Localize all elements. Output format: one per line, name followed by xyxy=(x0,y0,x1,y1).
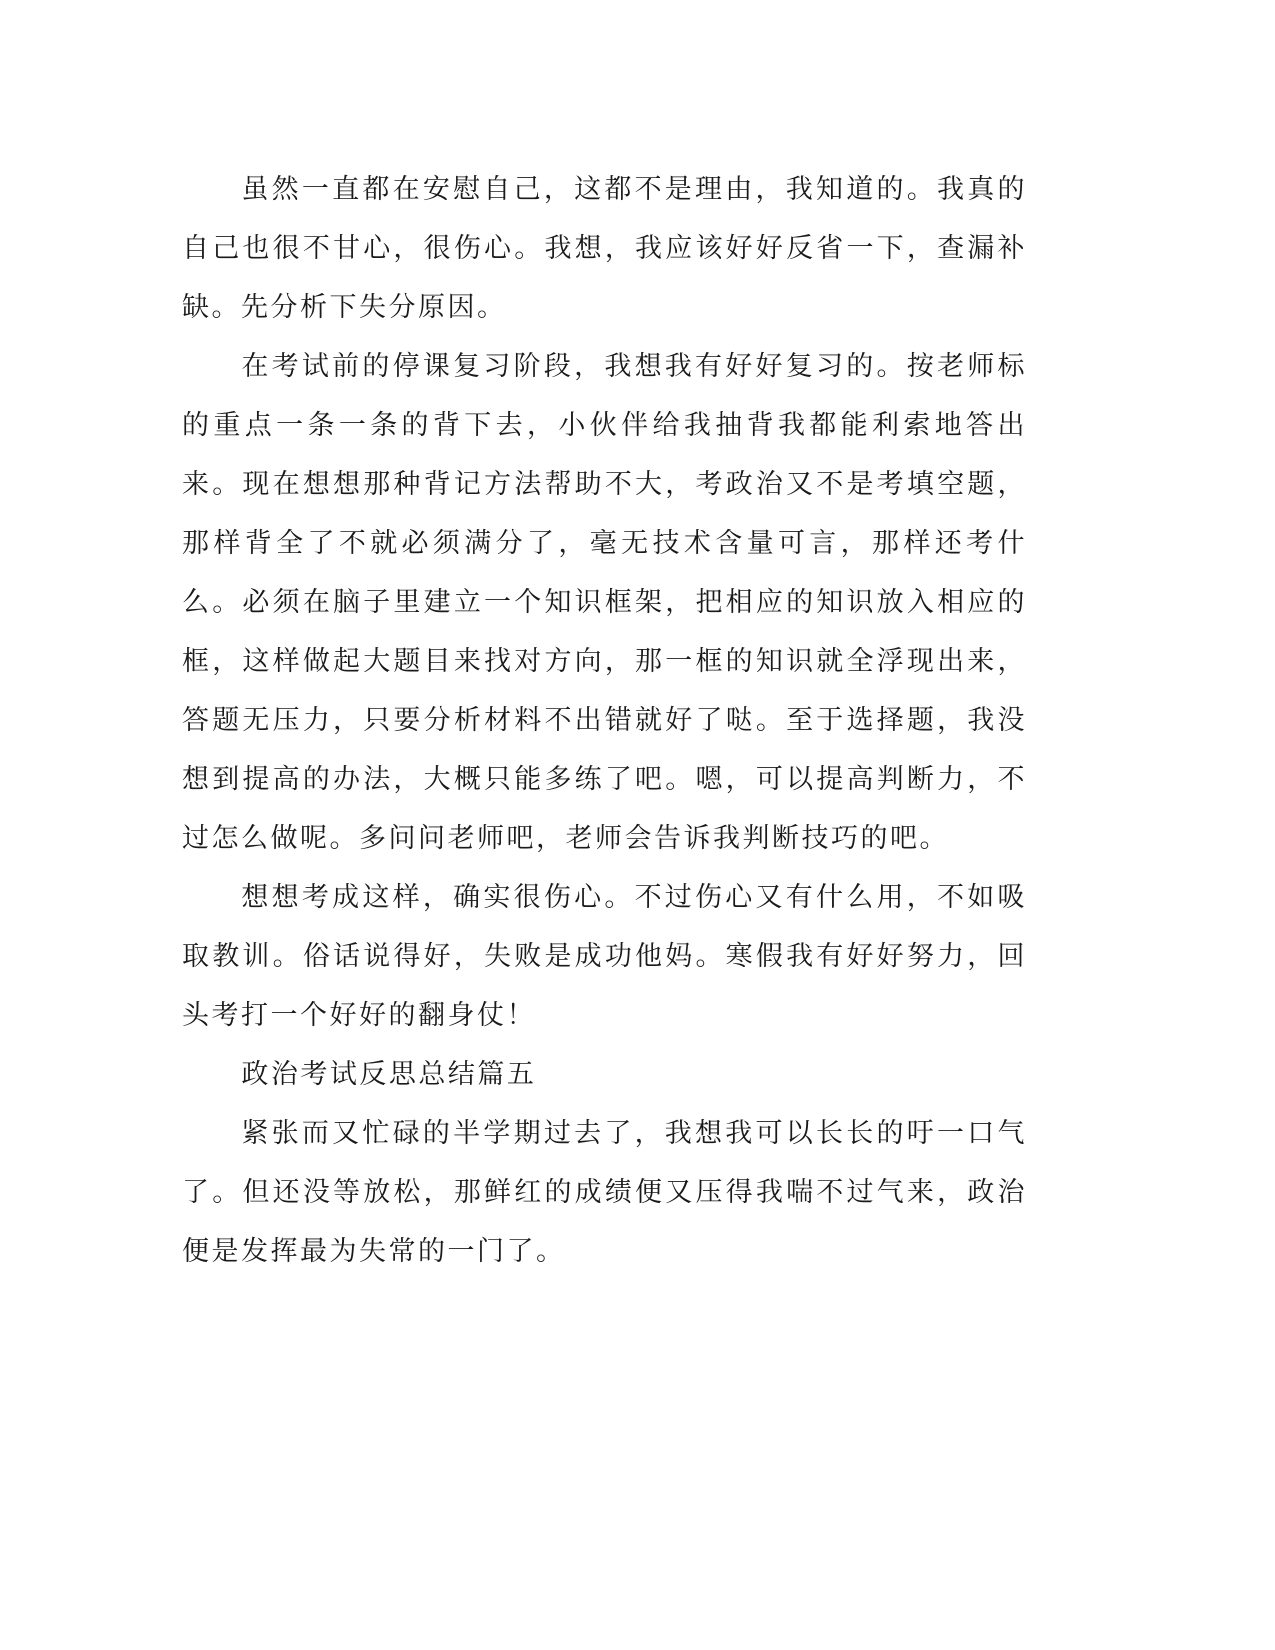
paragraph-lesson-learned: 想想考成这样，确实很伤心。不过伤心又有什么用，不如吸取教训。俗话说得好，失败是成功他妈。寒假我有好好努力，回头考打一个好好的翻身仗！ xyxy=(182,882,1027,1031)
paragraph-reflection-intro: 虽然一直都在安慰自己，这都不是理由，我知道的。我真的自己也很不甘心，很伤心。我想，我应该好好反省一下，查漏补缺。先分析下失分原因。 xyxy=(182,174,1027,323)
paragraph-semester-opening: 紧张而又忙碌的半学期过去了，我想我可以长长的吁一口气了。但还没等放松，那鲜红的成绩便又压得我喘不过气来，政治便是发挥最为失常的一门了。 xyxy=(182,1118,1027,1267)
paragraph-review-method: 在考试前的停课复习阶段，我想我有好好复习的。按老师标的重点一条一条的背下去，小伙伴给我抽背我都能利索地答出来。现在想想那种背记方法帮助不大，考政治又不是考填空题，那样背全了不就必须满分了，毫无技术含量可言，那样还考什么。必须在脑子里建立一个知识框架，把相应的知识放入相应的框，这样做起大题目来找对方向，那一框的知识就全浮现出来，答题无压力，只要分析材料不出错就好了哒。至于选择题，我没想到提高的办法，大概只能多练了吧。嗯，可以提高判断力，不过怎么做呢。多问问老师吧，老师会告诉我判断技巧的吧。 xyxy=(182,351,1027,854)
section-title: 政治考试反思总结篇五 xyxy=(241,1059,537,1090)
document-body xyxy=(182,160,1027,1281)
